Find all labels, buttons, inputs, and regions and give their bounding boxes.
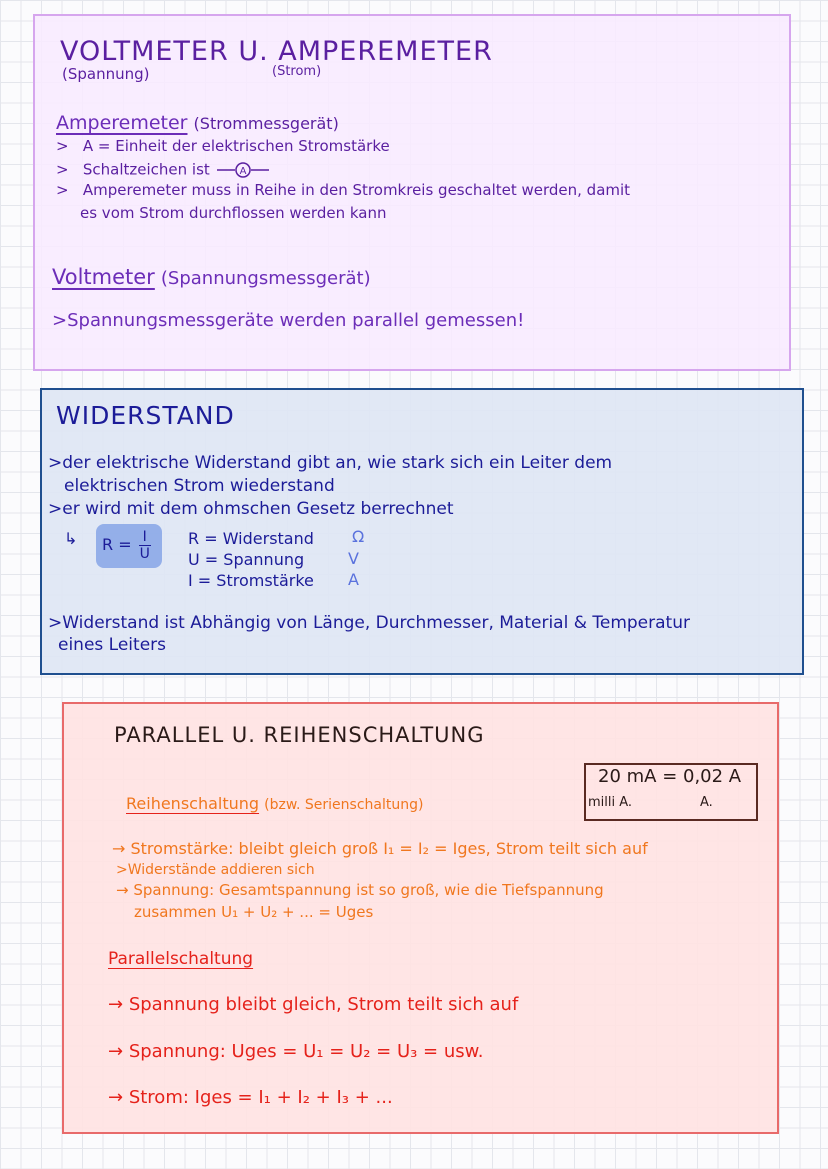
- parallel-line-1-text: Spannung bleibt gleich, Strom teilt sich auf: [128, 994, 519, 1015]
- widerstand-line-3-text: er wird mit dem ohmschen Gesetz berrechnet: [62, 499, 454, 519]
- unit-ohm: Ω: [352, 527, 365, 546]
- reihe-line-3-text: Spannung: Gesamtspannung ist so groß, wie die Tiefspannung: [133, 881, 604, 899]
- amperemeter-note: (Strommessgerät): [193, 114, 339, 133]
- bullet-unit: [56, 138, 390, 155]
- widerstand-dependence: [48, 614, 690, 634]
- bullet-marker: >: [48, 499, 63, 519]
- def-resistance: R = Widerstand: [188, 529, 314, 548]
- bullet-marker: >: [56, 160, 83, 179]
- bullet-marker: >: [52, 310, 68, 331]
- reihe-line-1-text: Stromstärke: bleibt gleich groß I₁ = I₂ = Iges, Strom teilt sich auf: [130, 839, 648, 858]
- parallel-line-3-text: Strom: Iges = I₁ + I₂ + I₃ + ...: [128, 1087, 393, 1108]
- widerstand-line-2: elektrischen Strom wiederstand: [64, 476, 335, 496]
- bullet-series-text: Amperemeter muss in Reihe in den Stromkreis geschaltet werden, damit: [82, 181, 631, 199]
- widerstand-dependence-text: Widerstand ist Abhängig von Länge, Durchmesser, Material & Temperatur: [62, 613, 690, 633]
- reihe-heading: Reihenschaltung: [126, 794, 260, 813]
- voltmeter-heading-row: [52, 265, 371, 290]
- bullet-marker: >: [116, 862, 128, 878]
- conversion-top: 20 mA = 0,02 A: [598, 766, 742, 787]
- widerstand-line-1: [48, 454, 612, 474]
- reihe-line-2: [116, 862, 315, 878]
- bullet-symbol: [56, 160, 271, 180]
- schaltung-title: PARALLEL U. REIHENSCHALTUNG: [114, 723, 485, 747]
- formula-fraction: [139, 530, 151, 561]
- parallel-line-1: [108, 995, 518, 1016]
- arrow-icon: ↳: [64, 529, 78, 548]
- arrow-icon: →: [116, 881, 134, 899]
- reihe-line-3: [116, 882, 604, 899]
- ammeter-symbol-icon: [215, 160, 271, 180]
- formula-lhs: R =: [102, 535, 132, 554]
- bullet-unit-text: A = Einheit der elektrischen Stromstärke: [82, 137, 390, 155]
- reihe-heading-row: [126, 795, 423, 813]
- unit-ampere: A: [348, 570, 359, 589]
- voltmeter-heading: Voltmeter: [52, 265, 155, 289]
- arrow-icon: →: [108, 1041, 129, 1062]
- voltmeter-note: (Spannungsmessgerät): [160, 268, 371, 289]
- reihe-line-1: [112, 840, 648, 858]
- bullet-marker: >: [56, 137, 83, 155]
- subtitle-voltage: (Spannung): [62, 65, 150, 83]
- arrow-icon: →: [112, 839, 131, 858]
- arrow-icon: →: [108, 1087, 129, 1108]
- parallel-heading-row: [108, 950, 253, 970]
- parallel-line-2-text: Spannung: Uges = U₁ = U₂ = U₃ = usw.: [128, 1041, 484, 1062]
- reihe-note: (bzw. Serienschaltung): [264, 797, 424, 813]
- bullet-series: [56, 182, 630, 199]
- conversion-left: milli A.: [588, 795, 633, 810]
- amperemeter-heading-row: [56, 113, 339, 135]
- bullet-symbol-text: Schaltzeichen ist: [82, 160, 210, 179]
- widerstand-title: WIDERSTAND: [56, 401, 235, 430]
- parallel-heading: Parallelschaltung: [108, 949, 254, 969]
- formula-denominator: U: [139, 546, 150, 562]
- bullet-marker: >: [48, 453, 63, 473]
- bullet-series-continued: es vom Strom durchflossen werden kann: [80, 204, 387, 222]
- def-current: I = Stromstärke: [188, 571, 314, 590]
- widerstand-dependence-2: eines Leiters: [58, 635, 167, 655]
- parallel-line-2: [108, 1042, 483, 1063]
- subtitle-current: (Strom): [272, 64, 322, 79]
- conversion-right: A.: [700, 795, 713, 810]
- reihe-line-2-text: Widerstände addieren sich: [127, 862, 315, 878]
- widerstand-line-1-text: der elektrische Widerstand gibt an, wie stark sich ein Leiter dem: [62, 453, 613, 473]
- voltmeter-title: VOLTMETER U. AMPEREMETER: [60, 36, 493, 67]
- arrow-icon: →: [108, 994, 129, 1015]
- voltmeter-parallel-line: [52, 311, 524, 332]
- voltmeter-parallel-text: Spannungsmessgeräte werden parallel gemessen!: [67, 310, 525, 331]
- bullet-marker: >: [48, 613, 63, 633]
- amperemeter-heading: Amperemeter: [56, 112, 188, 134]
- def-voltage: U = Spannung: [188, 550, 305, 569]
- widerstand-line-3: [48, 500, 454, 520]
- bullet-marker: >: [56, 181, 83, 199]
- reihe-line-4: zusammen U₁ + U₂ + ... = Uges: [134, 903, 374, 921]
- ohm-formula: [102, 530, 151, 561]
- parallel-line-3: [108, 1088, 393, 1109]
- unit-volt: V: [348, 549, 359, 568]
- formula-numerator: I: [142, 529, 147, 545]
- ammeter-symbol-letter: A: [239, 166, 246, 177]
